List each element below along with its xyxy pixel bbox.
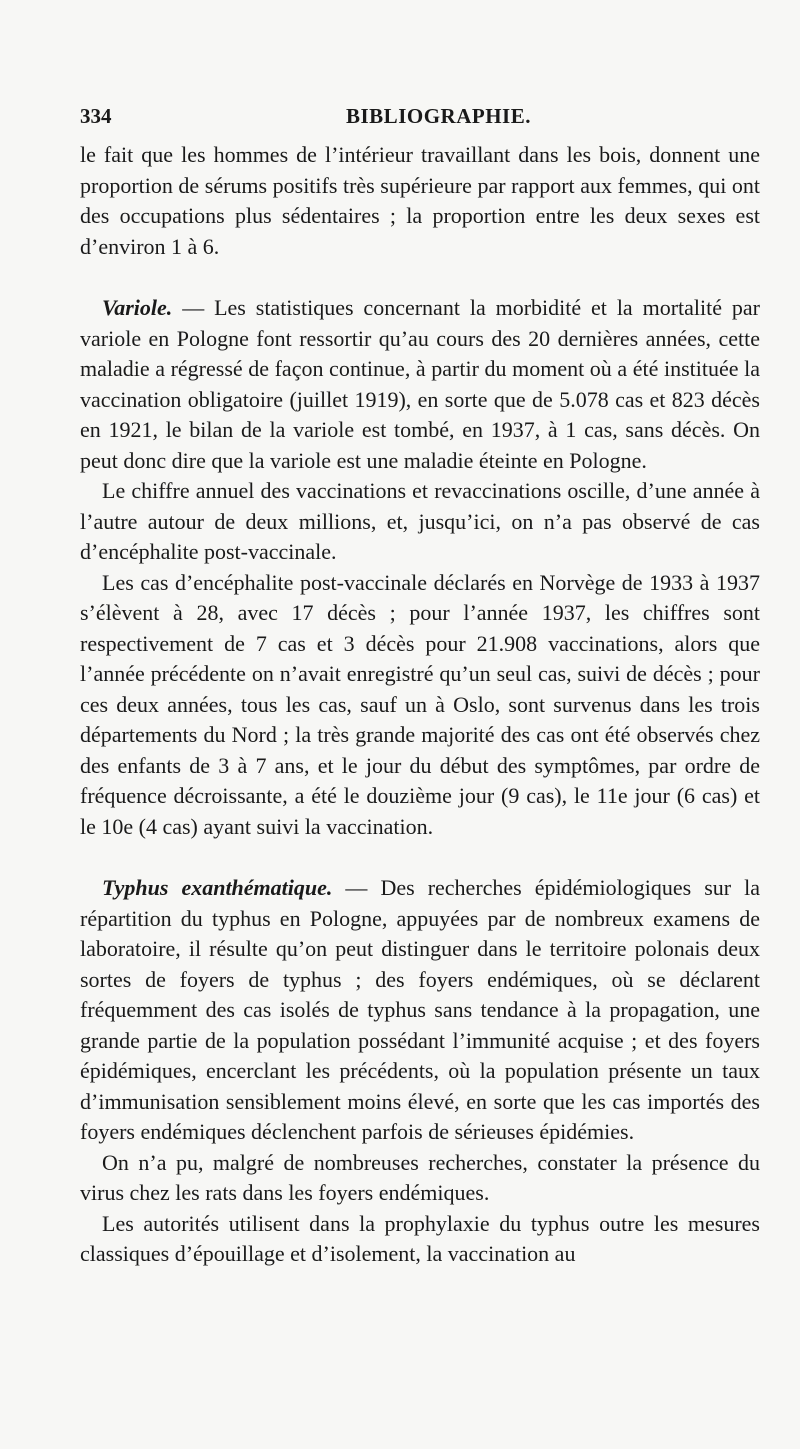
paragraph-vaccinations [80, 476, 760, 568]
paragraph-variole [80, 293, 760, 476]
paragraph-text: Les cas d’encéphalite post-vaccinale déclarés en Norvège de 1933 à 1937 s’élèvent à 28, avec 17 décès ; pour l’année 1937, les chiffres sont respectivement de 7 cas et 3 décès pour 21.908 vaccinations, alors que l’année précédente on n’avait enregistré qu’un seul cas, suivi de décès ; pour ces deux années, tous les cas, sauf un à Oslo, sont survenus dans les trois départements du Nord ; la très grande majorité des cas ont été observés chez des enfants de 3 à 7 ans, et le jour du début des symptômes, par ordre de fréquence décroissante, a été le douzième jour (9 cas), le 11e jour (6 cas) et le 10e (4 cas) ayant suivi la vaccination. [80, 569, 760, 839]
paragraph-typhus [80, 873, 760, 1148]
paragraph-norvege [80, 568, 760, 843]
body-text [80, 140, 760, 1270]
paragraph-text: On n’a pu, malgré de nombreuses recherches, constater la présence du virus chez les rats dans les foyers endémiques. [80, 1149, 760, 1205]
paragraph-text: Le chiffre annuel des vaccinations et revaccinations oscille, d’une année à l’autre autour de deux millions, et, jusqu’ici, on n’a pas observé de cas d’encéphalite post-vaccinale. [80, 478, 760, 564]
page-number: 334 [80, 104, 112, 128]
section-heading-variole: Variole. [102, 295, 173, 320]
running-title: BIBLIOGRAPHIE. [346, 104, 531, 128]
paragraph-continuation [80, 140, 760, 262]
paragraph-prophylaxie [80, 1209, 760, 1270]
paragraph-text: le fait que les hommes de l’intérieur travaillant dans les bois, donnent une proportion de sérums positifs très supérieure par rapport aux femmes, qui ont des occupations plus sédentaires ; la proportion entre les deux sexes est d’environ 1 à 6. [80, 142, 760, 259]
paragraph-text: — Des recherches épidémiologiques sur la répartition du typhus en Pologne, appuyées par de nombreux examens de laboratoire, il résulte qu’on peut distinguer dans le territoire polonais deux sortes de foyers de typhus ; des foyers endémiques, où se déclarent fréquemment des cas isolés de typhus sans tendance à la propagation, une grande partie de la population possédant l’immunité acquise ; et des foyers épidémiques, encerclant les précédents, où la population présente un taux d’immunisation sensiblement moins élevé, en sorte que les cas importés des foyers endémiques déclenchent parfois de sérieuses épidémies. [80, 875, 760, 1144]
paragraph-text: Les autorités utilisent dans la prophylaxie du typhus outre les mesures classiques d’épouillage et d’isolement, la vaccination au [80, 1210, 760, 1266]
paragraph-text: — Les statistiques concernant la morbidité et la mortalité par variole en Pologne font ressortir qu’au cours des 20 dernières années, cette maladie a régressé de façon continue, à partir du moment où a été instituée la vaccination obligatoire (juillet 1919), en sorte que de 5.078 cas et 823 décès en 1921, le bilan de la variole est tombé, en 1937, à 1 cas, sans décès. On peut donc dire que la variole est une maladie éteinte en Pologne. [80, 295, 760, 473]
paragraph-rats [80, 1148, 760, 1209]
running-header [80, 104, 740, 132]
section-heading-typhus: Typhus exanthématique. [102, 875, 333, 900]
